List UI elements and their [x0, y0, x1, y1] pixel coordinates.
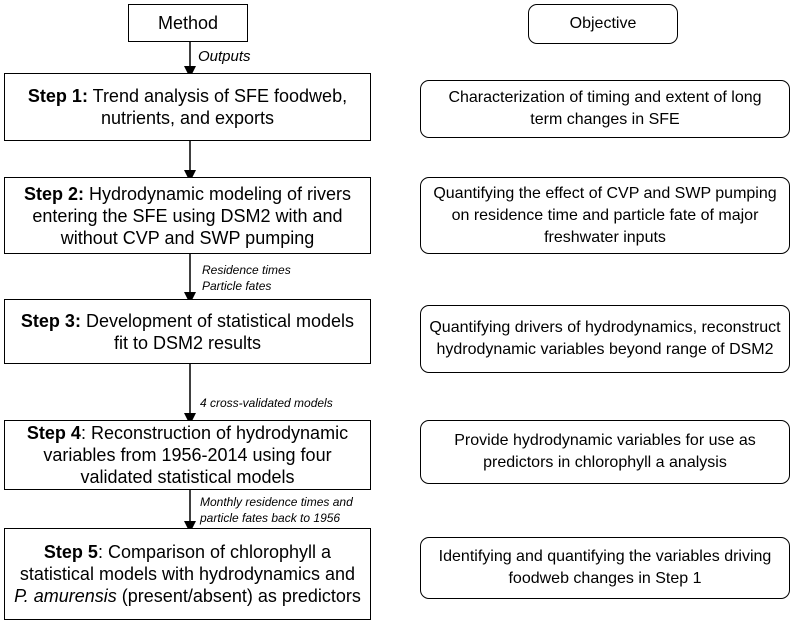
- step-1-box: [4, 73, 371, 141]
- step-3-box: [4, 299, 371, 364]
- step-5-description-a: : Comparison of chlorophyll a statistical models with hydrodynamics and: [19, 542, 356, 584]
- step-4-box: [4, 420, 371, 490]
- step-1-description: Trend analysis of SFE foodweb, nutrients, and exports: [87, 86, 348, 128]
- objective-5-text: Identifying and quantifying the variables driving foodweb changes in Step 1: [438, 548, 772, 587]
- objective-header-label: Objective: [569, 15, 637, 32]
- objective-3-text: Quantifying drivers of hydrodynamics, reconstruct hydrodynamic variables beyond range of DSM2: [429, 319, 781, 358]
- step-4-title: Step 4: [26, 423, 81, 443]
- step-2-description: Hydrodynamic modeling of rivers entering the SFE using DSM2 with and without CVP and SWP pumping: [32, 183, 352, 248]
- step-4-description: : Reconstruction of hydrodynamic variables from 1956-2014 using four validated statistical models: [43, 423, 349, 487]
- method-header-label: Method: [157, 13, 219, 33]
- step-5-text: [13, 541, 362, 607]
- label-cross-validated: 4 cross-validated models: [200, 396, 333, 410]
- label-monthly-residence: Monthly residence times and: [200, 495, 353, 509]
- step-2-box: [4, 177, 371, 254]
- step-3-title: Step 3:: [20, 310, 81, 331]
- step-2-text: [11, 183, 364, 249]
- label-residence-times: Residence times: [202, 263, 291, 277]
- step-3-description: Development of statistical models fit to DSM2 results: [80, 310, 355, 353]
- step-2-title: Step 2:: [23, 183, 84, 204]
- objective-4-box: [420, 420, 790, 484]
- label-particle-fates-1956: particle fates back to 1956: [200, 511, 341, 525]
- step-3-text: [15, 310, 360, 354]
- step-1-title: Step 1:: [27, 86, 88, 106]
- objective-2-text: Quantifying the effect of CVP and SWP pumping on residence time and particle fate of major freshwater inputs: [433, 184, 777, 246]
- step-5-title: Step 5: [43, 542, 98, 562]
- step-5-description-b: (present/absent) as predictors: [116, 586, 361, 606]
- step-5-box: [4, 528, 371, 620]
- step-4-text: [13, 422, 362, 488]
- objective-1-text: Characterization of timing and extent of long term changes in SFE: [448, 89, 762, 128]
- objective-1-box: [420, 80, 790, 138]
- label-particle-fates: Particle fates: [202, 279, 272, 293]
- objective-5-box: [420, 537, 790, 599]
- objective-2-box: [420, 177, 790, 254]
- objective-4-text: Provide hydrodynamic variables for use as predictors in chlorophyll a analysis: [454, 432, 756, 471]
- label-outputs: Outputs: [198, 48, 251, 65]
- step-1-text: [19, 85, 356, 129]
- objective-3-box: [420, 305, 790, 373]
- step-5-species: P. amurensis: [14, 586, 117, 606]
